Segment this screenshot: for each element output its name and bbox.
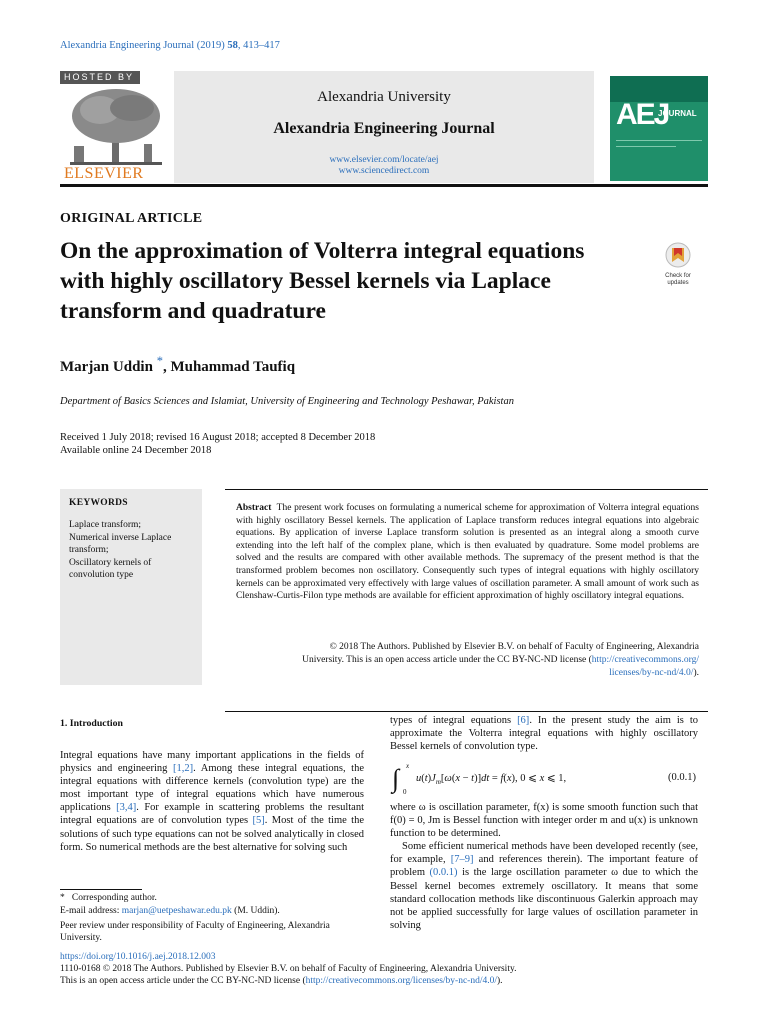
integral-sign: ∫ <box>392 764 400 793</box>
license-link[interactable]: http://creativecommons.org/ <box>591 655 699 665</box>
check-for-updates-button[interactable] <box>660 242 696 286</box>
integral-upper-limit: x <box>406 762 410 770</box>
equation-body: $u(t)J_m[\omega(x - t)]dt = f(x)$, 0 ⩽ x ⩽ 1, <box>416 773 567 787</box>
cover-letters: AEJ <box>616 98 669 131</box>
abstract-text: The present work focuses on formulating a numerical scheme for approximation of Volterra integral equations with highly oscillatory Bessel kernels. The application of Laplace transform reduces integral equations into algebraic equations. By application of inverse Laplace transform solution is presented as an integral along a smooth curve extending into the left half of the complex plane, which is then evaluated by quadrature. Some model problems are solved and the results are compared with other available methods. The supremacy of the present method is that the transformed problem becomes non oscillatory. Consequently such types of integral equations with highly oscillatory kernels can be approximated very effectively with large values of oscillation parameter. A small amount of work such as Clenshaw-Curtis-Filon type methods are available for efficient approximation of highly oscillatory integral equations. <box>236 503 700 602</box>
doi-link[interactable]: https://doi.org/10.1016/j.aej.2018.12.003 <box>60 952 216 962</box>
journal-name: Alexandria Engineering Journal <box>273 120 495 137</box>
intro-paragraph-1: Integral equations have many important applications in the fields of physics and engineering [1,2]. Among these integral equations, the integral equations with difference kernels (convolution type) are the most important type of integral equations which have numerous applications [3,4]. For example in scattering problems the resultant integral equations are of convolution types [5]. Most of the time the solutions of such type equations can not be solved analytically in closed form. So numerical methods are the best alternative for solving such <box>60 750 364 853</box>
abstract-rule-bottom <box>225 711 708 712</box>
abstract <box>236 502 699 603</box>
footer-license-link[interactable]: http://creativecommons.org/licenses/by-nc-nd/4.0/ <box>305 976 497 986</box>
section-heading: 1. Introduction <box>60 718 123 729</box>
integral-lower-limit: 0 <box>403 788 407 796</box>
citation-link[interactable]: [7–9] <box>450 854 474 866</box>
elsevier-logo <box>60 86 172 181</box>
journal-cover <box>610 76 708 181</box>
abstract-rule-top <box>225 489 708 490</box>
abstract-copyright: © 2018 The Authors. Published by Elsevier B.V. on behalf of Faculty of Engineering, Alexandria <box>329 642 699 652</box>
citation-link[interactable]: [1,2] <box>173 763 194 775</box>
footer-license: This is an open access article under the CC BY-NC-ND license (http://creativecommons.org/licenses/by-nc-nd/4.0/). <box>60 976 503 986</box>
elsevier-wordmark: ELSEVIER <box>64 165 144 182</box>
available-online-date: Available online 24 December 2018 <box>60 445 212 456</box>
affiliation: Department of Basics Sciences and Islamiat, University of Engineering and Technology Peshawar, Pakistan <box>60 396 514 407</box>
article-type: ORIGINAL ARTICLE <box>60 211 203 226</box>
article-dates <box>60 431 375 457</box>
author-1: Marjan Uddin <box>60 359 153 375</box>
keywords-list <box>69 519 199 582</box>
keyword-item: Numerical inverse Laplace transform; <box>69 532 172 556</box>
author-2: Muhammad Taufiq <box>170 359 296 375</box>
header-rule <box>60 184 708 187</box>
intro-paragraph-3 <box>390 801 698 932</box>
bookmark-icon <box>660 242 696 268</box>
received-dates: Received 1 July 2018; revised 16 August 2018; accepted 8 December 2018 <box>60 432 376 443</box>
cover-word: JOURNAL <box>658 109 697 118</box>
keyword-item: Laplace transform; <box>69 520 142 530</box>
keywords-heading: KEYWORDS <box>69 498 128 508</box>
issn-copyright: 1110-0168 © 2018 The Authors. Published by Elsevier B.V. on behalf of Faculty of Engineering, Alexandria University. <box>60 964 517 974</box>
peer-review-note: Peer review under responsibility of Faculty of Engineering, Alexandria University. <box>60 921 330 943</box>
corresponding-author-note: * Corresponding author. <box>60 893 157 903</box>
citation-link[interactable]: [6] <box>517 715 530 726</box>
check-updates-label: Check for updates <box>665 273 691 286</box>
journal-volume: 58 <box>227 40 238 51</box>
corresponding-author-mark[interactable]: * <box>156 354 163 368</box>
sciencedirect-link[interactable]: www.sciencedirect.com <box>338 166 430 176</box>
equation-0-0-1 <box>390 762 698 802</box>
keyword-item: Oscillatory kernels of convolution type <box>69 557 152 581</box>
elsevier-link[interactable]: www.elsevier.com/locate/aej <box>329 155 439 165</box>
university-name: Alexandria University <box>317 89 451 105</box>
equation-link[interactable]: (0.0.1) <box>429 867 458 879</box>
intro-paragraph-4: Some efficient numerical methods have been developed recently (see, for example, [7–9] and references therein). The important feature of problem (0.0.1) is the large oscillation parameter ω due to which the Bessel kernel becomes extremely oscillatory. It means that some standard collocation methods like discontinuous Galerkin approach may not be applied successfully for large values of oscillation parameter in solving <box>390 841 698 931</box>
footnote-rule <box>60 889 142 890</box>
abstract-label: Abstract <box>236 503 272 513</box>
equation-description: where ω is oscillation parameter, f(x) is some smooth function such that f(0) = 0, Jm is Bessel function with integer order m and u(x) is unknown function to be determined. <box>390 802 698 840</box>
article-title: On the approximation of Volterra integral equations with highly oscillatory Bessel kernels via Laplace transform and quadrature <box>60 238 585 324</box>
abstract-license: University. This is an open access article under the CC BY-NC-ND license (http://creativecommons.org/ <box>302 655 699 665</box>
citation-link[interactable]: [3,4] <box>116 802 137 814</box>
author-list: Marjan Uddin *, Muhammad Taufiq <box>60 354 296 375</box>
journal-reference[interactable]: Alexandria Engineering Journal (2019) 58, 413–417 <box>60 40 280 51</box>
citation-link[interactable]: [5] <box>252 815 265 827</box>
intro-paragraph-2: types of integral equations [6]. In the present study the aim is to approximate the Volterra integral equations with highly oscillatory Bessel kernels of convolution type. <box>390 715 698 753</box>
abstract-license-cont: licenses/by-nc-nd/4.0/). <box>609 668 699 678</box>
hosted-by-label: HOSTED BY <box>60 71 140 84</box>
email-note: E-mail address: marjan@uetpeshawar.edu.pk (M. Uddin). <box>60 906 280 916</box>
email-link[interactable]: marjan@uetpeshawar.edu.pk <box>121 906 232 916</box>
equation-number: (0.0.1) <box>668 772 696 783</box>
license-link-cont[interactable]: licenses/by-nc-nd/4.0/ <box>609 668 694 678</box>
